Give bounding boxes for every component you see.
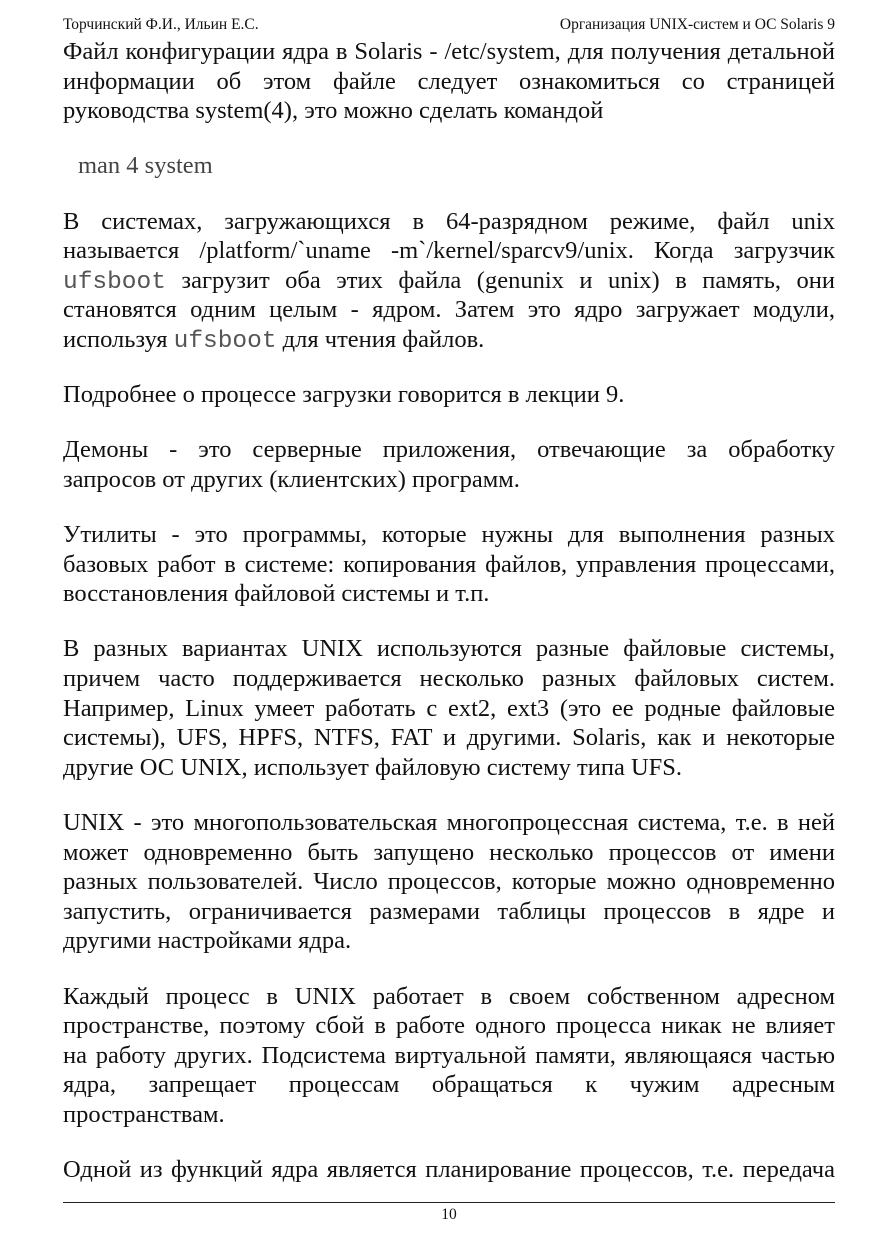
text-line: Демоны - это серверные приложения, отвечающие за обработку [63,436,835,464]
text-line: другими настройками ядра. [63,927,352,955]
text-line: системы), UFS, HPFS, NTFS, FAT и другими. Solaris, как и некоторые [63,724,835,752]
paragraph [63,37,835,126]
text-line: Каждый процесс в UNIX работает в своем собственном адресном [63,982,835,1010]
text-line [63,266,835,296]
paragraph [63,1155,835,1185]
text-line: пространствам. [63,1100,225,1128]
text-line: UNIX - это многопользовательская многопроцессная система, т.е. в ней [63,809,835,837]
header-book-title: Организация UNIX-систем и ОС Solaris 9 [559,16,835,33]
text-run: загрузит оба этих файла (genunix и unix) в память, они [165,266,835,294]
text-line: называется /platform/`uname -m`/kernel/sparcv9/unix. Когда загрузчик [63,237,835,265]
text-line: ядра, запрещает процессам обращаться к чужим адресным [63,1071,835,1099]
text-line: В системах, загружающихся в 64-разрядном режиме, файл unix [63,207,835,235]
text-line: информации об этом файле следует ознакомиться со страницей [63,67,835,95]
text-line: становятся одним целым - ядром. Затем это ядро загружает модули, [63,296,835,324]
text-line: запросов от других (клиентских) программ. [63,465,520,493]
text-line: пространстве, поэтому сбой в работе одного процесса никак не влияет [63,1012,835,1040]
paragraph [63,808,835,956]
running-footer [63,1202,835,1228]
paragraph [63,435,835,494]
text-line: разных пользователей. Число процессов, которые можно одновременно [63,868,835,896]
paragraph [63,634,835,782]
text-line: Например, Linux умеет работать с ext2, ext3 (это ее родные файловые [63,694,835,722]
paragraph [63,380,835,410]
text-run: для чтения файлов. [276,325,485,353]
text-line: причем часто поддерживается несколько разных файловых систем. [63,665,835,693]
text-line: базовых работ в системе: копирования файлов, управления процессами, [63,550,835,578]
page-number: 10 [441,1206,457,1223]
text-line: Файл конфигурации ядра в Solaris - /etc/system, для получения детальной [63,38,835,65]
text-line: Утилиты - это программы, которые нужны для выполнения разных [63,521,835,549]
text-line: руководства system(4), это можно сделать командой [63,97,604,125]
text-line: восстановления файловой системы и т.п. [63,580,490,608]
text-line: Подробнее о процессе загрузки говорится в лекции 9. [63,381,625,409]
text-line [63,325,835,355]
page-body [63,37,835,1197]
text-line: запустить, ограничивается размерами таблицы процессов в ядре и [63,897,835,925]
text-line: другие ОС UNIX, использует файловую систему типа UFS. [63,753,683,781]
text-line: на работу других. Подсистема виртуальной памяти, являющаяся частью [63,1041,835,1069]
text-line: может одновременно быть запущено несколько процессов от имени [63,838,835,866]
text-run: используя [63,325,174,353]
text-line: Одной из функций ядра является планирование процессов, т.е. передача [63,1156,835,1184]
paragraph [63,982,835,1130]
paragraph [63,520,835,609]
inline-code: ufsboot [63,268,166,296]
paragraph [63,207,835,355]
header-authors: Торчинский Ф.И., Ильин Е.С. [63,16,259,33]
running-header [63,15,835,35]
text-line: В разных вариантах UNIX используются разные файловые системы, [63,635,835,663]
inline-code: ufsboot [173,327,277,355]
command-example: man 4 system [78,152,213,180]
footer-divider [63,1202,835,1203]
